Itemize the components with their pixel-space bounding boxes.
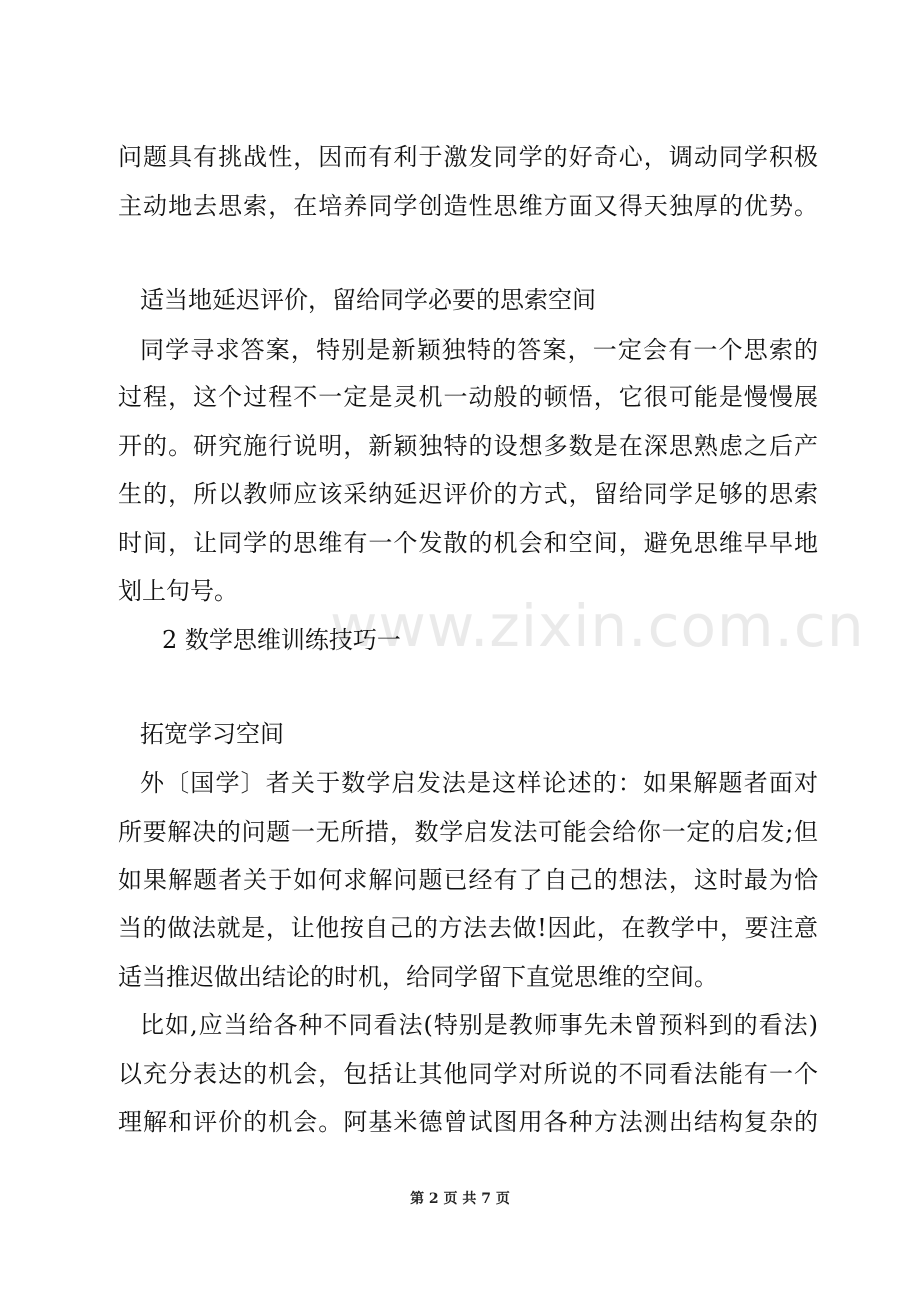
paragraph-line: 开的。研究施行说明，新颖独特的设想多数是在深思熟虑之后产 xyxy=(118,432,818,460)
paragraph-line: 同学寻求答案，特别是新颖独特的答案，一定会有一个思索的 xyxy=(140,336,818,364)
paragraph-line: 如果解题者关于如何求解问题已经有了自己的想法，这时最为恰 xyxy=(118,866,818,894)
paragraph-line: 所要解决的问题一无所措，数学启发法可能会给你一定的启发;但 xyxy=(118,818,818,846)
paragraph-line: 划上句号。 xyxy=(118,577,238,605)
watermark: www.zixin.com.cn xyxy=(330,592,865,660)
paragraph-line: 主动地去思索，在培养同学创造性思维方面又得天独厚的优势。 xyxy=(118,192,818,220)
paragraph-line: 当的做法就是，让他按自己的方法去做!因此，在教学中，要注意 xyxy=(118,914,818,942)
page-footer: 第 2 页 共 7 页 xyxy=(410,1191,510,1207)
paragraph-line: 时间，让同学的思维有一个发散的机会和空间，避免思维早早地 xyxy=(118,529,818,557)
paragraph-line: 外〔国学〕者关于数学启发法是这样论述的：如果解题者面对 xyxy=(140,769,818,797)
paragraph-line: 比如,应当给各种不同看法(特别是教师事先未曾预料到的看法) xyxy=(140,1011,818,1039)
section-heading: 拓宽学习空间 xyxy=(140,720,284,748)
paragraph-line: 问题具有挑战性，因而有利于激发同学的好奇心，调动同学积极 xyxy=(118,143,818,171)
paragraph-line: 以充分表达的机会，包括让其他同学对所说的不同看法能有一个 xyxy=(118,1060,818,1088)
section-title: 2 数学思维训练技巧一 xyxy=(162,626,401,654)
paragraph-line: 理解和评价的机会。阿基米德曾试图用各种方法测出结构复杂的 xyxy=(118,1108,818,1136)
paragraph-line: 生的，所以教师应该采纳延迟评价的方式，留给同学足够的思索 xyxy=(118,480,818,508)
paragraph-line: 过程，这个过程不一定是灵机一动般的顿悟，它很可能是慢慢展 xyxy=(118,383,818,411)
section-heading: 适当地延迟评价，留给同学必要的思索空间 xyxy=(140,286,596,314)
paragraph-line: 适当推迟做出结论的时机，给同学留下直觉思维的空间。 xyxy=(118,963,718,991)
